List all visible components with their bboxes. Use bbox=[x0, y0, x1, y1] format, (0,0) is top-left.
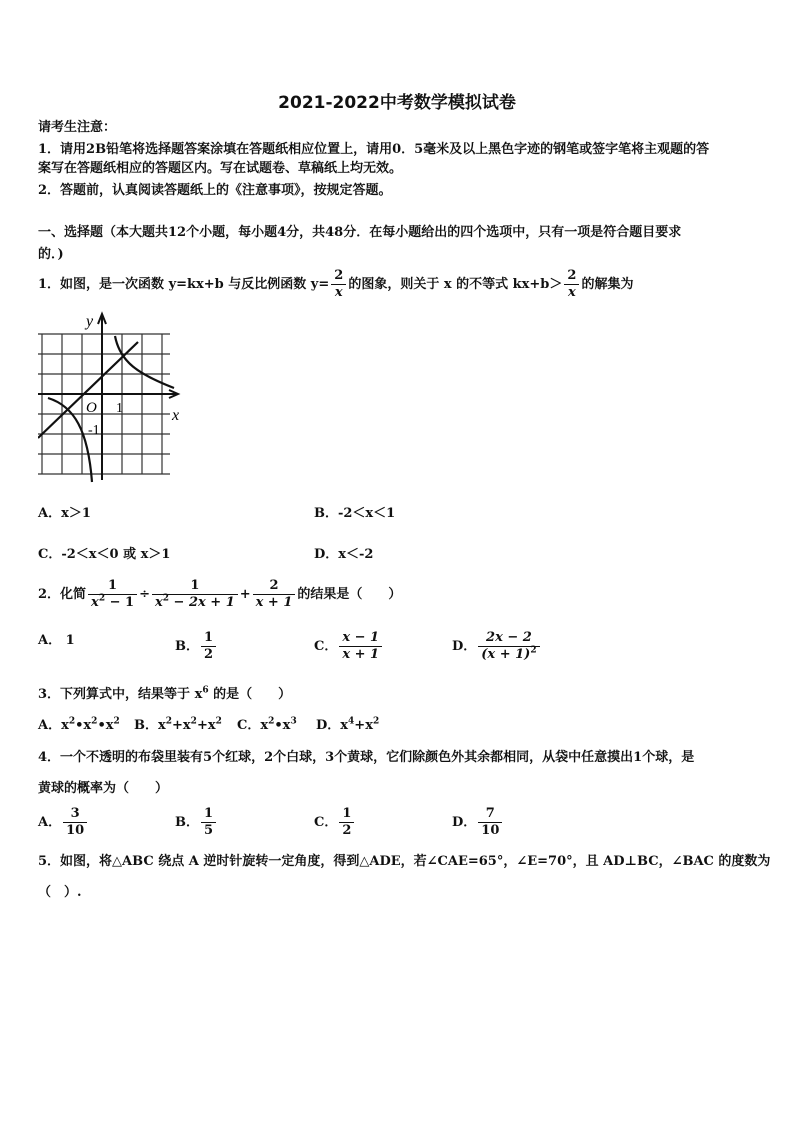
q2-term-2-den-var: x bbox=[154, 595, 163, 610]
q4-option-a-num: 3 bbox=[63, 806, 87, 823]
q2-option-d[interactable] bbox=[452, 630, 542, 663]
q4-option-b[interactable] bbox=[175, 806, 218, 839]
q3-text-a: 3．下列算式中，结果等于 x bbox=[38, 687, 203, 702]
q2-text-a: 2．化简 bbox=[38, 587, 87, 602]
q4-option-c-label: C． bbox=[314, 815, 338, 830]
q3-c-sup-1: 2 bbox=[268, 716, 275, 727]
q2-option-c[interactable] bbox=[314, 630, 384, 663]
question-1-stem bbox=[38, 268, 633, 301]
q2-term-2-den-rest: − 2x + 1 bbox=[169, 595, 235, 610]
q3-option-c[interactable] bbox=[237, 717, 297, 735]
q4-option-a-den: 10 bbox=[66, 823, 85, 838]
q4-option-c-fraction bbox=[339, 806, 354, 839]
q4-option-d-label: D． bbox=[452, 815, 477, 830]
q3-text-b: 的是（ ） bbox=[208, 687, 292, 702]
q3-text-sup: 6 bbox=[202, 685, 209, 696]
q2-term-3 bbox=[253, 578, 296, 611]
section-heading-line-1: 一、选择题（本大题共12个小题，每小题4分，共48分．在每小题给出的四个选项中，只有一项是符合题目要求 bbox=[38, 225, 682, 240]
q2-option-c-label: C． bbox=[314, 639, 338, 654]
q1-option-a[interactable]: A．x＞1 bbox=[38, 506, 91, 521]
q4-option-d-den: 10 bbox=[481, 823, 500, 838]
q2-option-d-den bbox=[478, 647, 539, 663]
q2-term-1-den-sup: 2 bbox=[98, 593, 106, 604]
q1-option-b[interactable]: B．-2＜x＜1 bbox=[314, 506, 396, 521]
q2-term-2 bbox=[152, 578, 238, 611]
q3-a-part-2: •x bbox=[75, 718, 92, 733]
q2-option-b-label: B． bbox=[175, 639, 199, 654]
q4-option-b-num: 1 bbox=[201, 806, 216, 823]
q4-option-c-den: 2 bbox=[342, 823, 352, 838]
q4-option-c-num: 1 bbox=[339, 806, 354, 823]
q2-option-a[interactable] bbox=[38, 632, 75, 650]
q3-c-sup-2: 3 bbox=[290, 716, 297, 727]
q4-option-b-fraction bbox=[201, 806, 216, 839]
q3-b-part-2: +x bbox=[172, 718, 191, 733]
q3-b-part-3: +x bbox=[196, 718, 216, 733]
q3-d-part-1: D．x bbox=[316, 718, 349, 733]
q3-option-d[interactable] bbox=[316, 717, 379, 735]
q2-option-b-fraction bbox=[201, 630, 216, 663]
q3-a-part-3: •x bbox=[97, 718, 114, 733]
q3-c-part-2: •x bbox=[274, 718, 291, 733]
q1-option-c[interactable]: C．-2＜x＜0 或 x＞1 bbox=[38, 547, 171, 562]
question-4-line-2: 黄球的概率为（ ） bbox=[38, 781, 169, 796]
q3-a-sup-2: 2 bbox=[91, 716, 98, 727]
q3-b-sup-2: 2 bbox=[190, 716, 197, 727]
question-3-stem bbox=[38, 686, 291, 704]
q2-option-d-den-sup: 2 bbox=[530, 645, 537, 656]
q1-frac1-den: x bbox=[334, 285, 343, 300]
tick-label-neg-1: -1 bbox=[88, 423, 100, 438]
q1-text-c: 的解集为 bbox=[581, 277, 634, 292]
q2-option-b-den: 2 bbox=[204, 647, 214, 662]
q3-b-sup-1: 2 bbox=[165, 716, 173, 727]
notice-item-2: 2．答题前，认真阅读答题纸上的《注意事项》，按规定答题。 bbox=[38, 183, 392, 198]
q4-option-a-fraction bbox=[63, 806, 87, 839]
y-axis-label: y bbox=[86, 313, 94, 330]
q4-option-d-num: 7 bbox=[478, 806, 502, 823]
notice-item-1-line-1: 1．请用2B铅笔将选择题答案涂填在答题纸相应位置上，请用0．5毫米及以上黑色字迹的钢笔或签字笔将主观题的答 bbox=[38, 142, 710, 157]
q4-option-d-fraction bbox=[478, 806, 502, 839]
q1-frac2-den: x bbox=[568, 285, 576, 300]
q2-term-2-den-sup: 2 bbox=[162, 593, 170, 604]
q3-option-b[interactable] bbox=[134, 717, 222, 735]
q3-option-a[interactable] bbox=[38, 717, 120, 735]
q4-option-b-den: 5 bbox=[204, 823, 214, 838]
q4-option-c[interactable] bbox=[314, 806, 356, 839]
x-axis-label: x bbox=[172, 407, 180, 424]
q4-option-a[interactable] bbox=[38, 806, 89, 839]
q1-fraction-2 bbox=[564, 268, 579, 301]
q2-term-2-num: 1 bbox=[152, 578, 238, 595]
q1-function-graph bbox=[38, 310, 190, 484]
q3-d-sup-2: 2 bbox=[372, 716, 380, 727]
q2-option-c-num: x − 1 bbox=[339, 630, 382, 647]
notice-item-1-line-2: 案写在答题纸相应的答题区内。写在试题卷、草稿纸上均无效。 bbox=[38, 161, 403, 176]
q3-a-sup-1: 2 bbox=[68, 716, 76, 727]
q1-text-a: 1．如图，是一次函数 y=kx+b 与反比例函数 y= bbox=[38, 277, 330, 292]
q2-option-a-label: A． bbox=[38, 633, 62, 648]
q1-option-d[interactable]: D．x＜-2 bbox=[314, 547, 374, 562]
q2-term-1-den-var: x bbox=[91, 595, 99, 610]
exam-title: 2021-2022中考数学模拟试卷 bbox=[278, 93, 516, 113]
q2-term-3-den: x + 1 bbox=[255, 595, 293, 610]
q3-a-sup-3: 2 bbox=[113, 716, 120, 727]
q2-option-a-value: 1 bbox=[65, 633, 75, 648]
hyperbola-branch-first-quadrant bbox=[115, 336, 174, 388]
q2-option-c-den: x + 1 bbox=[342, 647, 380, 662]
question-4-line-1: 4．一个不透明的布袋里装有5个红球，2个白球，3个黄球，它们除颜色外其余都相同，从袋中任意摸出1个球，是 bbox=[38, 750, 695, 765]
q1-frac1-num: 2 bbox=[331, 268, 346, 285]
q3-c-part-1: C．x bbox=[237, 718, 269, 733]
q2-term-1-num: 1 bbox=[88, 578, 137, 595]
q2-term-1-den-rest: − 1 bbox=[105, 595, 135, 610]
section-heading-line-2: 的．) bbox=[38, 247, 64, 262]
q2-option-c-fraction bbox=[339, 630, 382, 663]
q2-term-3-num: 2 bbox=[253, 578, 296, 595]
q2-option-b[interactable] bbox=[175, 630, 218, 663]
q2-option-d-num: 2x − 2 bbox=[478, 630, 539, 647]
q3-d-part-2: +x bbox=[354, 718, 373, 733]
question-5-line-2: （ ）. bbox=[38, 885, 82, 900]
tick-label-1: 1 bbox=[116, 401, 123, 416]
q2-term-2-den bbox=[152, 595, 238, 611]
q2-term-1-den bbox=[88, 595, 137, 611]
q4-option-b-label: B． bbox=[175, 815, 199, 830]
notice-heading: 请考生注意： bbox=[38, 120, 117, 135]
q3-b-part-1: B．x bbox=[134, 718, 166, 733]
q3-b-sup-3: 2 bbox=[215, 716, 222, 727]
origin-label: O bbox=[86, 400, 97, 416]
q1-text-b: 的图象，则关于 x 的不等式 kx+b＞ bbox=[348, 277, 563, 292]
q2-option-d-den-base: (x + 1) bbox=[481, 647, 531, 662]
q2-divide-sign: ÷ bbox=[139, 587, 150, 602]
q3-d-sup-1: 4 bbox=[348, 716, 355, 727]
q2-term-1 bbox=[88, 578, 137, 611]
question-5-line-1: 5．如图，将△ABC 绕点 A 逆时针旋转一定角度，得到△ADE，若∠CAE=65°，∠E=70°，且 AD⊥BC，∠BAC 的度数为 bbox=[38, 854, 771, 869]
q3-a-part-1: A．x bbox=[38, 718, 69, 733]
q2-option-d-label: D． bbox=[452, 639, 477, 654]
q1-frac2-num: 2 bbox=[564, 268, 579, 285]
q4-option-a-label: A． bbox=[38, 815, 62, 830]
q2-option-b-num: 1 bbox=[201, 630, 216, 647]
q2-plus-sign: + bbox=[239, 587, 251, 602]
q1-fraction-1 bbox=[331, 268, 346, 301]
q2-option-d-fraction bbox=[478, 630, 539, 663]
question-2-stem bbox=[38, 578, 401, 611]
q4-option-d[interactable] bbox=[452, 806, 504, 839]
q2-text-b: 的结果是（ ） bbox=[297, 587, 402, 602]
